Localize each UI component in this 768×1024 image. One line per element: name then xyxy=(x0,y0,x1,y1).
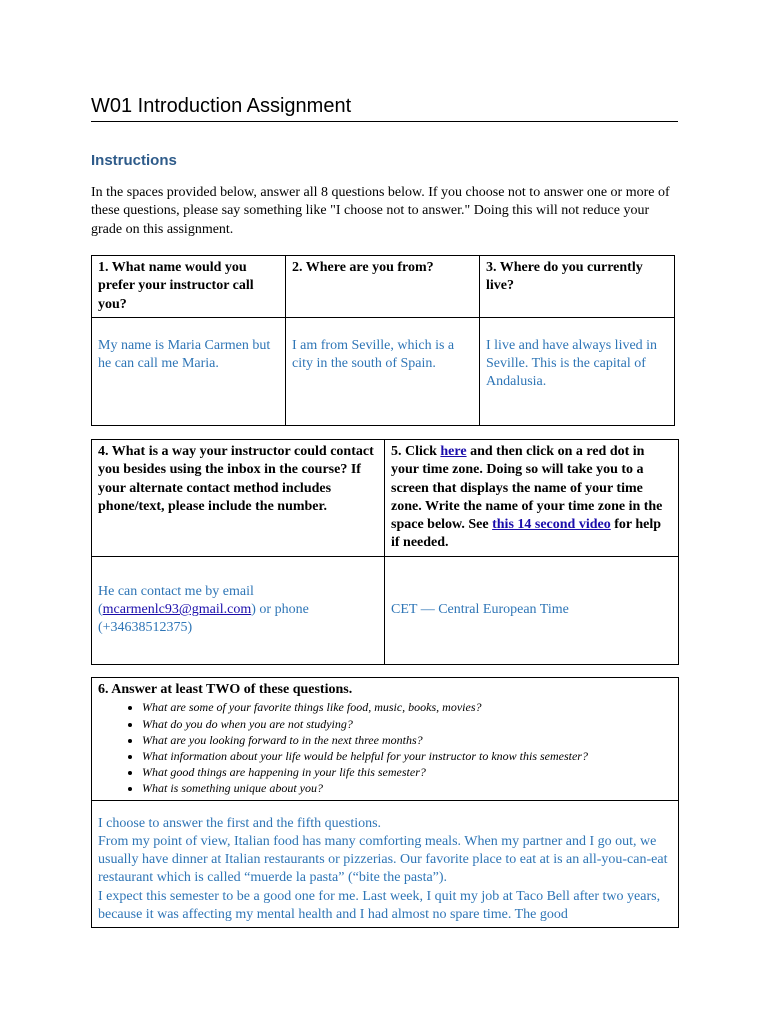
question-6-cell xyxy=(92,678,679,801)
question-5-text-a: 5. Click xyxy=(391,444,441,459)
instructions-heading: Instructions xyxy=(91,152,177,169)
question-5-text-b: and then click on a red dot in your time zone. Doing so will take you to a screen that displays the name of your time zone. Write the name of your time zone in the space below. See xyxy=(391,444,663,533)
answer-6-line: From my point of view, Italian food has many comforting meals. When my partner and I go out, we usually have dinner at Italian restaurants or pizzerias. Our favorite place to eat at is an all-you-can-eat restaurant which is called “muerde la pasta” (“bite the pasta”). xyxy=(98,833,668,886)
answer-2[interactable]: I am from Seville, which is a city in the south of Spain. xyxy=(286,317,480,425)
instructions-text: In the spaces provided below, answer all 8 questions below. If you choose not to answer one or more of these questions, please say something like "I choose not to answer." Doing this will not reduce your grade on this assignment. xyxy=(91,185,670,237)
question-1: 1. What name would you prefer your instructor call you? xyxy=(92,256,286,318)
answer-5[interactable]: CET — Central European Time xyxy=(385,556,679,664)
question-5 xyxy=(385,440,679,557)
option-item: • What is something unique about you? xyxy=(142,780,672,796)
answer-4[interactable] xyxy=(92,556,385,664)
questions-table-2 xyxy=(91,439,679,665)
question-2: 2. Where are you from? xyxy=(286,256,480,318)
answer-1[interactable]: My name is Maria Carmen but he can call me Maria. xyxy=(92,317,286,425)
page-title: W01 Introduction Assignment xyxy=(91,94,678,122)
option-item: • What are some of your favorite things like food, music, books, movies? xyxy=(142,699,672,715)
question-5-text-c: for help if needed. xyxy=(391,517,662,551)
time-zone-map-link[interactable]: here xyxy=(440,444,467,459)
answer-6[interactable] xyxy=(92,800,679,928)
email-link[interactable]: mcarmenlc93@gmail.com xyxy=(102,602,252,618)
answer-4-text-b: ) or phone (+34638512375) xyxy=(98,602,309,636)
option-item: • What are you looking forward to in the next three months? xyxy=(142,732,672,748)
answer-3[interactable]: I live and have always lived in Seville. This is the capital of Andalusia. xyxy=(480,317,675,425)
question-3: 3. Where do you currently live? xyxy=(480,256,675,318)
option-item: • What information about your life would be helpful for your instructor to know this semester? xyxy=(142,748,672,764)
option-item: • What good things are happening in your life this semester? xyxy=(142,764,672,780)
option-item: • What do you do when you are not studying? xyxy=(142,716,672,732)
help-video-link[interactable]: this 14 second video xyxy=(492,517,611,533)
answer-4-text-a: He can contact me by email ( xyxy=(98,583,254,618)
question-4: 4. What is a way your instructor could contact you besides using the inbox in the course? If your alternate contact method includes phone/text, please include the number. xyxy=(92,440,385,557)
question-6: 6. Answer at least TWO of these questions. xyxy=(98,682,353,697)
questions-table-1 xyxy=(91,255,675,426)
answer-6-line: I choose to answer the first and the fifth questions. xyxy=(98,815,382,831)
questions-table-3 xyxy=(91,677,679,928)
answer-6-line: I expect this semester to be a good one for me. Last week, I quit my job at Taco Bell after two years, because it was affecting my mental health and I had almost no spare time. The good xyxy=(98,888,661,922)
question-6-options xyxy=(98,699,672,796)
